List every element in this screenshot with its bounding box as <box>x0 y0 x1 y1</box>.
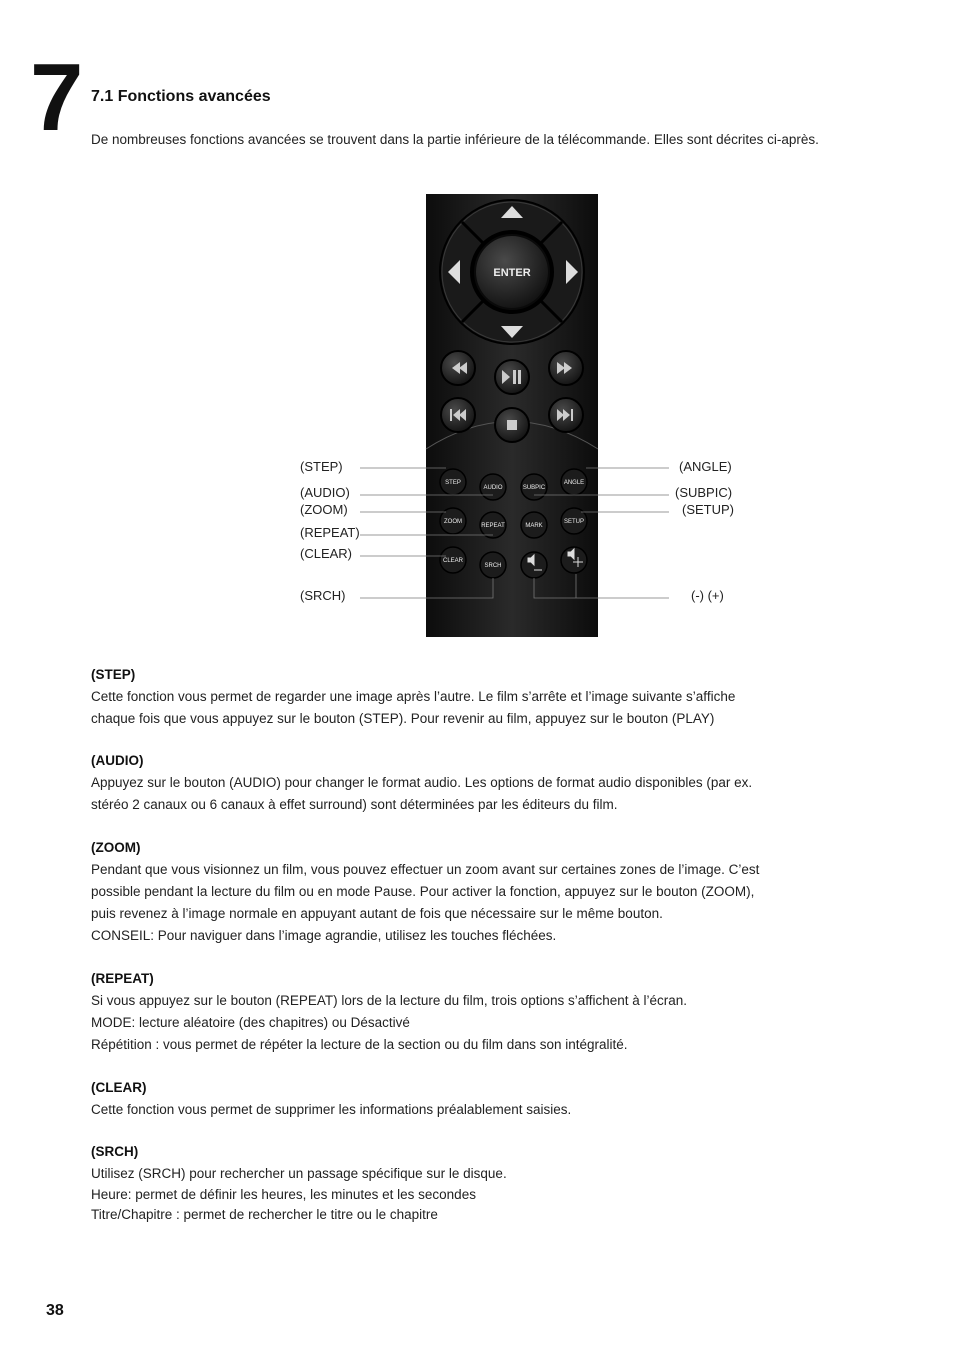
remote-figure <box>296 194 736 638</box>
section-heading: (STEP) <box>91 667 136 682</box>
audio-label: AUDIO <box>483 485 503 491</box>
section-line: Pendant que vous visionnez un film, vous pouvez effectuer un zoom avant sur certaines zones de l’image. C’est <box>91 862 760 877</box>
chapter-number: 7 <box>30 44 82 151</box>
section-line: possible pendant la lecture du film ou en mode Pause. Pour activer la fonction, appuyez sur le bouton (ZOOM), <box>91 884 755 899</box>
section-audio <box>91 753 811 816</box>
callout-repeat: (REPEAT) <box>300 525 360 540</box>
rewind-button[interactable] <box>441 351 475 385</box>
section-heading: (SRCH) <box>91 1144 139 1159</box>
section-line: stéréo 2 canaux ou 6 canaux à effet surround) sont déterminées par les éditeurs du film. <box>91 797 618 812</box>
callout-clear: (CLEAR) <box>300 546 353 561</box>
srch-label: SRCH <box>484 563 502 569</box>
section-line: Appuyez sur le bouton (AUDIO) pour changer le format audio. Les options de format audio disponibles (par ex. <box>91 775 753 790</box>
section-line: Titre/Chapitre : permet de rechercher le titre ou le chapitre <box>91 1207 438 1222</box>
section-line: Répétition : vous permet de répéter la lecture de la section ou du film dans son intégralité. <box>91 1037 628 1052</box>
section-title: 7.1 Fonctions avancées <box>91 88 271 105</box>
section-heading: (AUDIO) <box>91 753 144 768</box>
section-step <box>91 667 811 730</box>
section-line: CONSEIL: Pour naviguer dans l’image agrandie, utilisez les touches fléchées. <box>91 928 557 943</box>
section-srch <box>91 1144 811 1225</box>
section-line: Utilisez (SRCH) pour rechercher un passage spécifique sur le disque. <box>91 1166 507 1181</box>
remote-illustration <box>296 194 736 638</box>
subpic-label: SUBPIC <box>522 485 546 491</box>
repeat-label: REPEAT <box>481 523 505 529</box>
callout-angle: (ANGLE) <box>679 459 732 474</box>
step-label: STEP <box>445 480 461 486</box>
page-number: 38 <box>46 1302 64 1319</box>
section-heading: (CLEAR) <box>91 1080 147 1095</box>
section-line: Cette fonction vous permet de supprimer les informations préalablement saisies. <box>91 1102 572 1117</box>
section-line: chaque fois que vous appuyez sur le bouton (STEP). Pour revenir au film, appuyez sur le bouton (PLAY) <box>91 711 715 726</box>
section-heading: (REPEAT) <box>91 971 154 986</box>
fast-forward-button[interactable] <box>549 351 583 385</box>
section-heading: (ZOOM) <box>91 840 141 855</box>
section-line: Si vous appuyez sur le bouton (REPEAT) lors de la lecture du film, trois options s’affichent à l’écran. <box>91 993 688 1008</box>
section-line: puis revenez à l’image normale en appuyant autant de fois que nécessaire sur le même bouton. <box>91 906 663 921</box>
section-zoom <box>91 840 811 947</box>
next-button[interactable] <box>549 398 583 432</box>
callout-srch: (SRCH) <box>300 588 346 603</box>
clear-label: CLEAR <box>442 558 464 564</box>
callout-subpic: (SUBPIC) <box>675 485 733 500</box>
previous-button[interactable] <box>441 398 475 432</box>
callout-step: (STEP) <box>300 459 343 474</box>
enter-label: ENTER <box>493 267 531 279</box>
callout-zoom: (ZOOM) <box>300 502 348 517</box>
callout-audio: (AUDIO) <box>300 485 350 500</box>
zoom-label: ZOOM <box>444 519 462 525</box>
section-repeat <box>91 971 811 1056</box>
setup-label: SETUP <box>563 519 585 525</box>
play-pause-button[interactable] <box>495 360 529 394</box>
section-line: MODE: lecture aléatoire (des chapitres) ou Désactivé <box>91 1015 410 1030</box>
callout-setup: (SETUP) <box>682 502 734 517</box>
stop-button[interactable] <box>495 408 529 442</box>
intro-text: De nombreuses fonctions avancées se trouvent dans la partie inférieure de la télécommande. Elles sont décrites ci-après. <box>91 132 819 147</box>
angle-label: ANGLE <box>563 480 585 486</box>
section-clear <box>91 1080 811 1121</box>
mark-label: MARK <box>525 523 543 529</box>
section-line: Cette fonction vous permet de regarder une image après l’autre. Le film s’arrête et l’image suivante s’affiche <box>91 689 736 704</box>
callout-volume: (-) (+) <box>691 588 724 603</box>
section-line: Heure: permet de définir les heures, les minutes et les secondes <box>91 1187 476 1202</box>
